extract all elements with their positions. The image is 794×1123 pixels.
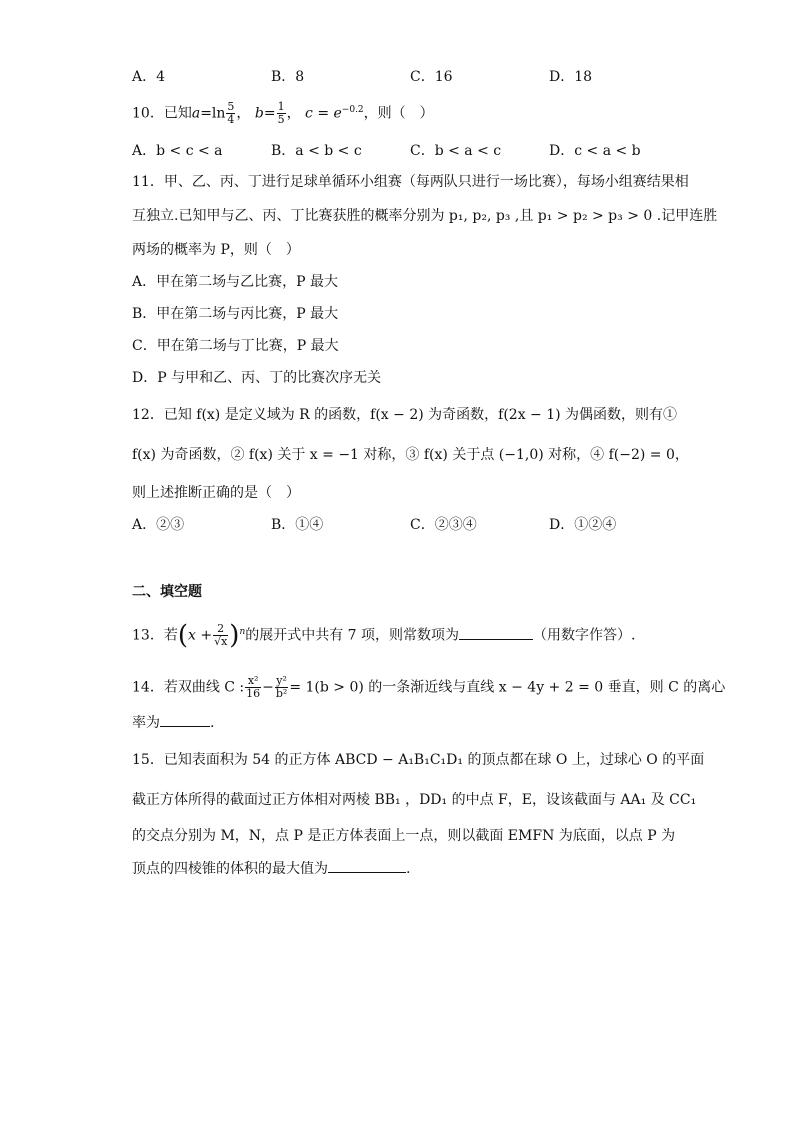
q13-suffix: 的展开式中共有 7 项，则常数项为 xyxy=(245,627,460,644)
q14-line2-tail: . xyxy=(210,715,215,731)
q12-option-a: A．②③ xyxy=(132,517,185,533)
q13-frac-den: √x xyxy=(214,635,228,649)
q10-ln: =ln xyxy=(200,105,226,122)
q9-option-d: D．18 xyxy=(549,69,593,85)
q14-frac-1-den: 16 xyxy=(246,687,261,700)
q11-line-1: 11．甲、乙、丙、丁进行足球单循环小组赛（每两队只进行一场比赛），每场小组赛结果相 xyxy=(132,174,689,190)
q13-frac xyxy=(213,623,228,648)
q13-open-paren: ( xyxy=(177,620,188,651)
q10-suffix: ，则（ ） xyxy=(363,105,434,122)
q11-option-c: C．甲在第二场与丁比赛，P 最大 xyxy=(132,338,339,354)
q14-frac-2-num: y² xyxy=(276,674,287,687)
q10-prefix: 10．已知 xyxy=(132,105,192,122)
q15-answer-blank[interactable] xyxy=(328,858,406,873)
q12-line-1: 12．已知 f(x) 是定义域为 R 的函数，f(x − 2) 为奇函数，f(2x − 1) 为偶函数，则有① xyxy=(132,407,678,423)
q9-option-c: C．16 xyxy=(410,69,453,85)
q14-rest: = 1(b > 0) 的一条渐近线与直线 x − 4y + 2 = 0 垂直，则 C 的离心 xyxy=(289,679,726,696)
q14-line-2 xyxy=(132,712,214,733)
q14-minus: − xyxy=(262,679,274,696)
q12-option-d: D．①②④ xyxy=(549,517,617,533)
q10-option-d: D．c < a < b xyxy=(549,143,641,159)
q14-line2-prefix: 率为 xyxy=(132,715,160,731)
q15-line-3: 的交点分别为 M，N，点 P 是正方体表面上一点，则以截面 EMFN 为底面，以点 P 为 xyxy=(132,828,676,844)
q13-exp: n xyxy=(239,627,246,637)
q10-frac-b-den: 5 xyxy=(277,113,285,127)
q14-frac-1 xyxy=(245,675,261,700)
q14-answer-blank[interactable] xyxy=(160,712,210,727)
q11-option-a: A．甲在第二场与乙比赛，P 最大 xyxy=(132,274,338,290)
q15-line-4 xyxy=(132,858,410,879)
q10-var-a: a xyxy=(191,105,201,122)
q10-frac-a-den: 4 xyxy=(227,113,235,127)
q15-line4-prefix: 顶点的四棱锥的体积的最大值为 xyxy=(132,861,328,877)
q11-option-b: B．甲在第二场与丙比赛，P 最大 xyxy=(132,306,339,322)
q13-inner-x: x + xyxy=(187,627,213,644)
q14-prefix: 14．若双曲线 C : xyxy=(132,679,245,696)
q14-frac-2-den: b² xyxy=(275,687,288,700)
q13-close-paren: ) xyxy=(229,620,240,651)
q10-c-exp: −0.2 xyxy=(341,105,364,115)
q10-frac-a xyxy=(226,101,235,126)
q13-frac-num: 2 xyxy=(213,623,228,636)
section-heading-fill-in: 二、填空题 xyxy=(132,584,202,600)
q10-stem: 10．已知a=ln $\frac{5}{4}$ ， b= $\frac{1}{5}$ ， $c = e^{-0.2}$，则（ ） xyxy=(132,100,434,127)
q10-option-a: A．b < c < a xyxy=(132,143,223,159)
q10-var-b: b xyxy=(254,105,264,122)
q15-line-1: 15．已知表面积为 54 的正方体 ABCD − A₁B₁C₁D₁ 的顶点都在球 O 上，过球心 O 的平面 xyxy=(132,752,705,768)
q13-prefix: 13．若 xyxy=(132,627,178,644)
q11-option-d: D．P 与甲和乙、丙、丁的比赛次序无关 xyxy=(132,370,382,386)
q13-tail: （用数字作答）. xyxy=(533,627,636,644)
q10-frac-b-num: 1 xyxy=(277,100,285,114)
q10-frac-a-num: 5 xyxy=(227,100,235,114)
q12-line-3: 则上述推断正确的是（ ） xyxy=(132,485,300,501)
q11-line-3: 两场的概率为 P，则（ ） xyxy=(132,242,300,258)
q13-answer-blank[interactable] xyxy=(459,625,533,640)
q14-stem xyxy=(132,675,725,700)
q15-line-2: 截正方体所得的截面过正方体相对两棱 BB₁ ，DD₁ 的中点 F，E，设该截面与 AA₁ 及 CC₁ xyxy=(132,792,697,808)
q9-option-a: A．4 xyxy=(132,69,166,85)
q15-line4-tail: . xyxy=(406,861,411,877)
q13-stem xyxy=(132,620,636,651)
q9-option-b: B．8 xyxy=(271,69,305,85)
q12-option-b: B．①④ xyxy=(271,517,324,533)
q10-option-c: C．b < a < c xyxy=(410,143,502,159)
q10-frac-b xyxy=(277,101,286,126)
q10-option-b: B．a < b < c xyxy=(271,143,362,159)
q12-line-2: f(x) 为奇函数，② f(x) 关于 x = −1 对称，③ f(x) 关于点 (−1,0) 对称，④ f(−2) = 0， xyxy=(132,447,689,463)
q14-frac-1-num: x² xyxy=(245,675,261,688)
q10-eq: = xyxy=(263,105,276,122)
q14-frac-2 xyxy=(275,675,288,700)
q11-line-2: 互独立.已知甲与乙、丙、丁比赛获胜的概率分别为 p₁, p₂, p₃ ,且 p₁ > p₂ > p₃ > 0 .记甲连胜 xyxy=(132,208,718,224)
q10-c-expr: c = e xyxy=(305,105,342,122)
q12-option-c: C．②③④ xyxy=(410,517,477,533)
